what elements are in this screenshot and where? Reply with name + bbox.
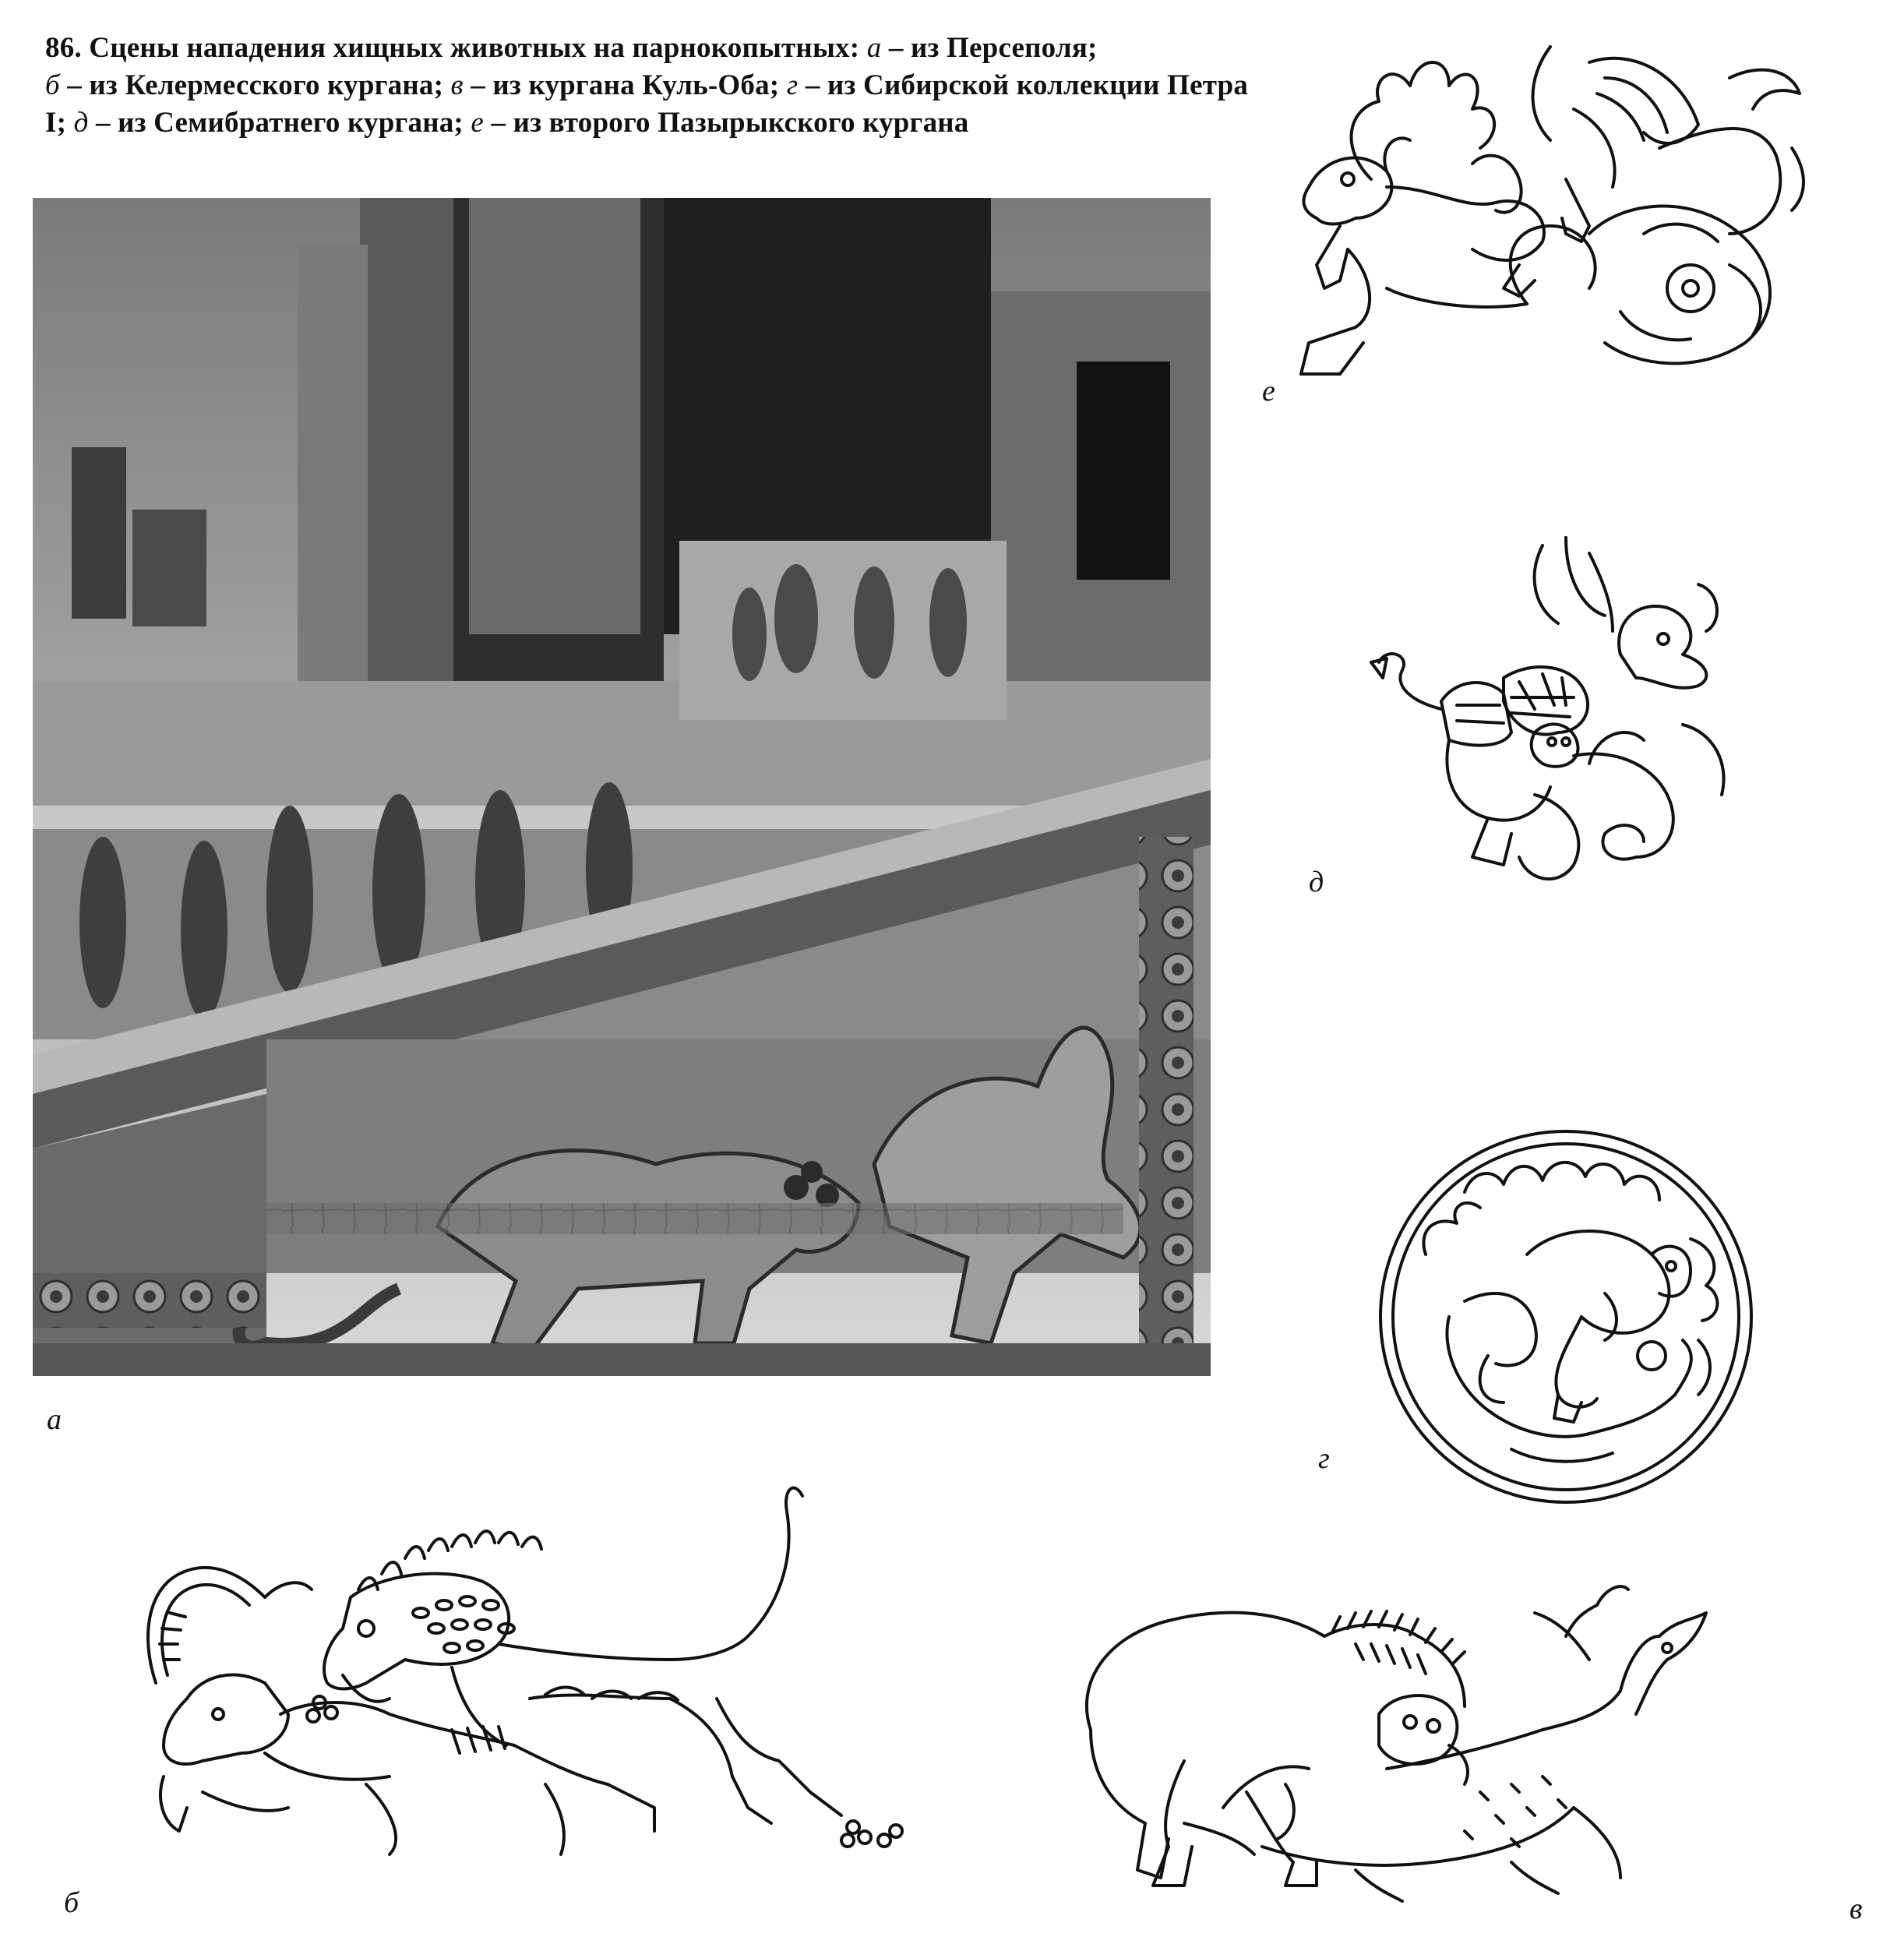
- siberian-plaque-drawing: [1371, 1122, 1761, 1512]
- kul-oba-figure: [1028, 1574, 1753, 1909]
- caption-part-3: – из Келермесского кургана;: [59, 69, 451, 101]
- kelermes-drawing: [109, 1465, 966, 1917]
- label-v: в: [1849, 1893, 1863, 1925]
- caption-letter-b: б: [45, 69, 60, 101]
- semibratny-drawing: [1356, 530, 1768, 904]
- label-e: е: [1262, 375, 1275, 408]
- label-d: д: [1309, 866, 1324, 898]
- caption-part-1: 86. Сцены нападения хищных животных на парнокопытных:: [45, 32, 867, 64]
- caption-part-5: – из Сибирской коллекции Петра I;: [45, 69, 1249, 139]
- label-b: б: [64, 1886, 79, 1919]
- caption-letter-a: а: [866, 32, 882, 64]
- kelermes-figure: [109, 1465, 966, 1917]
- relief-photo-drawing: [33, 198, 1211, 1376]
- kul-oba-drawing: [1028, 1574, 1753, 1909]
- pazyryk-figure: [1293, 31, 1823, 397]
- semibratny-figure: [1356, 530, 1768, 904]
- figure-caption: [45, 30, 1261, 142]
- pazyryk-drawing: [1293, 31, 1823, 397]
- caption-part-7: – из второго Пазырыкского кургана: [484, 107, 969, 139]
- caption-part-4: – из кургана Куль-Оба;: [463, 69, 787, 101]
- caption-part-2: – из Персеполя;: [881, 32, 1098, 64]
- caption-letter-g: г: [786, 69, 799, 101]
- label-a: а: [47, 1403, 62, 1436]
- caption-letter-v: в: [450, 69, 464, 101]
- siberian-plaque-figure: [1371, 1122, 1761, 1512]
- persepolis-relief-photo: [33, 198, 1211, 1376]
- caption-letter-d: д: [73, 107, 89, 139]
- caption-part-6: – из Семибратнего кургана;: [88, 107, 471, 139]
- label-g: г: [1318, 1442, 1330, 1475]
- caption-letter-e: е: [471, 107, 485, 139]
